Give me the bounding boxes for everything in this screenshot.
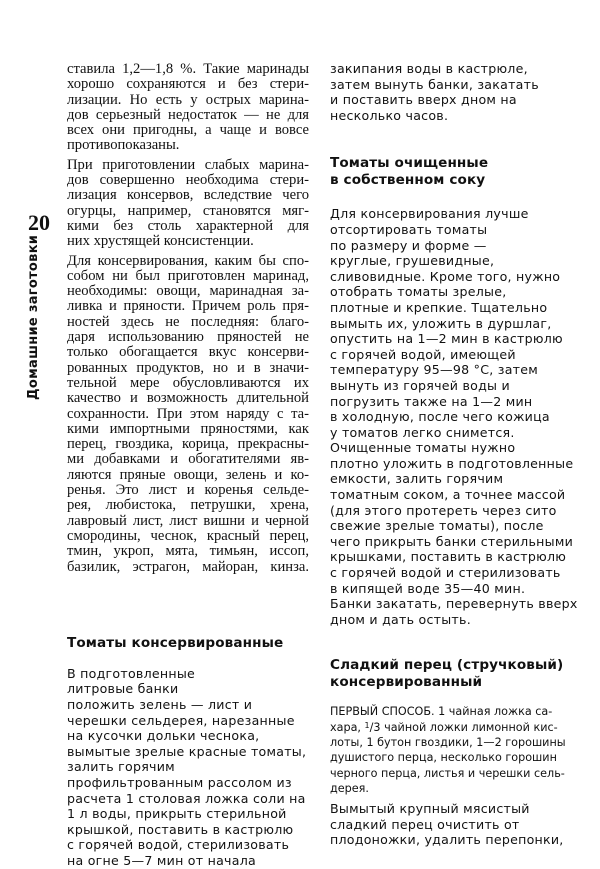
text-line: чего прикрыть банки стерильными: [330, 533, 574, 549]
text-line: литровые банки: [67, 681, 179, 697]
text-line: расчета 1 столовая ложка соли на: [67, 790, 306, 806]
fraction-numerator: 1: [364, 720, 370, 730]
heading-line: в собственном соку: [330, 172, 486, 189]
text-line: необходимы: овощи, маринадная за-: [67, 283, 309, 300]
text-line: перец, гвоздика, корица, прекрасны-: [67, 436, 309, 453]
text-line: лизация консервов, вследствие чего: [67, 187, 309, 204]
section-heading-peeled-tomatoes: [330, 155, 588, 189]
section-body-tomatoes-canned: [67, 666, 309, 869]
text-line: вымыть их, уложить в дуршлаг,: [330, 315, 552, 331]
text-line: тмин, укроп, мята, тимьян, иссоп,: [67, 543, 309, 560]
text-line: ливка и пряности. Причем роль пря-: [67, 298, 309, 315]
text-line: свежие зрелые томаты), после: [330, 518, 544, 534]
text-line: кими без столь характерной для: [67, 217, 309, 234]
text-fragment: чайной ложки лимонной кис-: [380, 720, 558, 734]
text-line: положить зелень — лист и: [67, 696, 253, 712]
text-line: опустить на 1—2 мин в кастрюлю: [330, 331, 563, 347]
heading-line: Томаты очищенные: [330, 155, 489, 172]
fraction-denominator: /3: [369, 720, 381, 734]
text-line: ставила 1,2—1,8 %. Такие маринады: [67, 61, 309, 77]
text-line: плотные и крепкие. Тщательно: [330, 299, 548, 315]
text-line: кими импортными пряностями, как: [67, 420, 309, 437]
text-line: вынуть из горячей воды и: [330, 377, 510, 393]
text-line: дном и дать остыть.: [330, 611, 471, 627]
text-line: ми добавками и обогатителями яв-: [67, 451, 309, 468]
paragraph-1: [67, 62, 309, 154]
text-line: ренья. Это лист и коренья сельде-: [67, 482, 309, 499]
text-line: на кусочки дольки чеснока,: [67, 728, 260, 744]
text-line: лизации. Но есть у острых марина-: [67, 91, 309, 108]
text-line: качество и возможность длительной: [67, 390, 309, 407]
text-line: в холодную, после чего кожица: [330, 409, 550, 425]
text-line: них хрустящей консистенции.: [67, 233, 254, 250]
text-line: закипания воды в кастрюле,: [330, 61, 528, 76]
text-line: даря использованию пряностей не: [67, 329, 309, 346]
text-line: крышкой, поставить в кастрюлю: [67, 821, 294, 837]
text-line: затем вынуть банки, закатать: [330, 76, 539, 92]
text-line: крышками, поставить в кастрюлю: [330, 549, 567, 565]
text-line: В подготовленные: [67, 665, 196, 681]
text-line: Банки закатать, перевернуть вверх: [330, 596, 578, 612]
text-line: погрузить также на 1—2 мин: [330, 393, 533, 409]
text-line: лавровый лист, лист вишни и черной: [67, 512, 309, 529]
paragraph-2: [67, 158, 309, 250]
text-line: на огне 5—7 мин от начала: [67, 852, 256, 868]
text-line: круглые, грушевидные,: [330, 253, 495, 269]
text-line: Вымытый крупный мясистый: [330, 801, 530, 817]
text-line: рея, любистока, петрушки, хрена,: [67, 497, 309, 514]
text-line: хорошо сохраняются и без стери-: [67, 76, 309, 93]
text-line: и поставить вверх дном на: [330, 92, 517, 108]
text-line: ностей здесь не последняя: благо-: [67, 313, 309, 330]
text-line: дерея.: [330, 781, 369, 795]
text-line: дов совершенно необходима стери-: [67, 172, 309, 189]
text-line: 1 л воды, прикрыть стерильной: [67, 806, 287, 822]
text-line: тельной мере обусловливаются их: [67, 374, 309, 391]
text-line: сладкий перец очистить от: [330, 816, 520, 832]
text-line: с горячей водой, стерилизовать: [67, 837, 290, 853]
text-line: ляются пряные овощи, зелень и ко-: [67, 466, 309, 483]
text-line: собом ни был приготовлен маринад,: [67, 267, 309, 284]
method-1-instructions: [330, 801, 588, 848]
text-line: [330, 720, 588, 735]
text-line: вымытые зрелые красные томаты,: [67, 743, 307, 759]
text-line: душистого перца, несколько горошин: [330, 751, 557, 765]
text-line: черешки сельдерея, нарезанные: [67, 712, 295, 728]
text-line: Для консервирования, каким бы спо-: [67, 252, 309, 269]
text-line: сливовидные. Кроме того, нужно: [330, 268, 561, 284]
right-column: [330, 61, 588, 848]
section-heading-tomatoes-canned: [67, 635, 309, 652]
text-line: отобрать томаты зрелые,: [330, 284, 507, 300]
text-line: у томатов легко снимется.: [330, 424, 515, 440]
text-line: рованных продуктов, но и в значи-: [67, 359, 309, 376]
heading-line: Сладкий перец (стручковый): [330, 657, 564, 674]
text-line: базилик, эстрагон, майоран, кинза.: [67, 558, 309, 575]
text-line: противопоказаны.: [67, 137, 180, 154]
heading-line: Томаты консервированные: [67, 634, 284, 651]
heading-line: консервированный: [330, 674, 483, 691]
text-line: емкости, залить горячим: [330, 471, 504, 487]
method-1-ingredients: [330, 704, 588, 796]
text-line: с горячей водой, имеющей: [330, 346, 516, 362]
text-line: отсортировать томаты: [330, 221, 488, 237]
text-line: температуру 95—98 °С, затем: [330, 362, 539, 378]
text-line: огурцы, например, становятся мяг-: [67, 202, 309, 219]
paragraph-3: [67, 254, 309, 575]
text-line: дов серьезный недостаток — не для: [67, 106, 309, 123]
section-body-peeled-tomatoes: [330, 206, 588, 627]
text-line: с горячей водой и стерилизовать: [330, 565, 561, 581]
text-line: (для этого протереть через сито: [330, 502, 557, 518]
text-line: профильтрованным рассолом из: [67, 774, 292, 790]
running-head: Домашние заготовки: [26, 234, 41, 400]
text-line: залить горячим: [67, 759, 175, 775]
text-line: плотно уложить в подготовленные: [330, 455, 574, 471]
text-line: томатным соком, а точнее массой: [330, 487, 566, 503]
text-line: только обогащается вкус консерви-: [67, 344, 309, 361]
text-line: в кипящей воде 35—40 мин.: [330, 580, 526, 596]
text-line: по размеру и форме —: [330, 237, 487, 253]
text-line: смородины, чеснок, красный перец,: [67, 527, 309, 544]
section-heading-sweet-pepper: [330, 657, 588, 691]
text-line: Очищенные томаты нужно: [330, 440, 516, 456]
text-line: сохранности. При этом наряду с та-: [67, 405, 309, 422]
text-line: всех они пригодны, а чаще и вовсе: [67, 122, 309, 139]
text-line: плодоножки, удалить перепонки,: [330, 832, 564, 848]
text-line: лоты, 1 бутон гвоздики, 1—2 горошины: [330, 736, 566, 749]
text-line: Для консервирования лучше: [330, 206, 529, 222]
text-line: черного перца, листья и черешки сель-: [330, 766, 565, 780]
text-line: ПЕРВЫЙ СПОСОБ. 1 чайная ложка са-: [330, 705, 553, 719]
text-fragment: хара,: [330, 720, 365, 734]
left-column: [67, 62, 309, 869]
page-number: 20: [28, 210, 50, 235]
text-line: При приготовлении слабых марина-: [67, 156, 309, 173]
continuation-text: [330, 61, 588, 123]
text-line: несколько часов.: [330, 107, 449, 123]
